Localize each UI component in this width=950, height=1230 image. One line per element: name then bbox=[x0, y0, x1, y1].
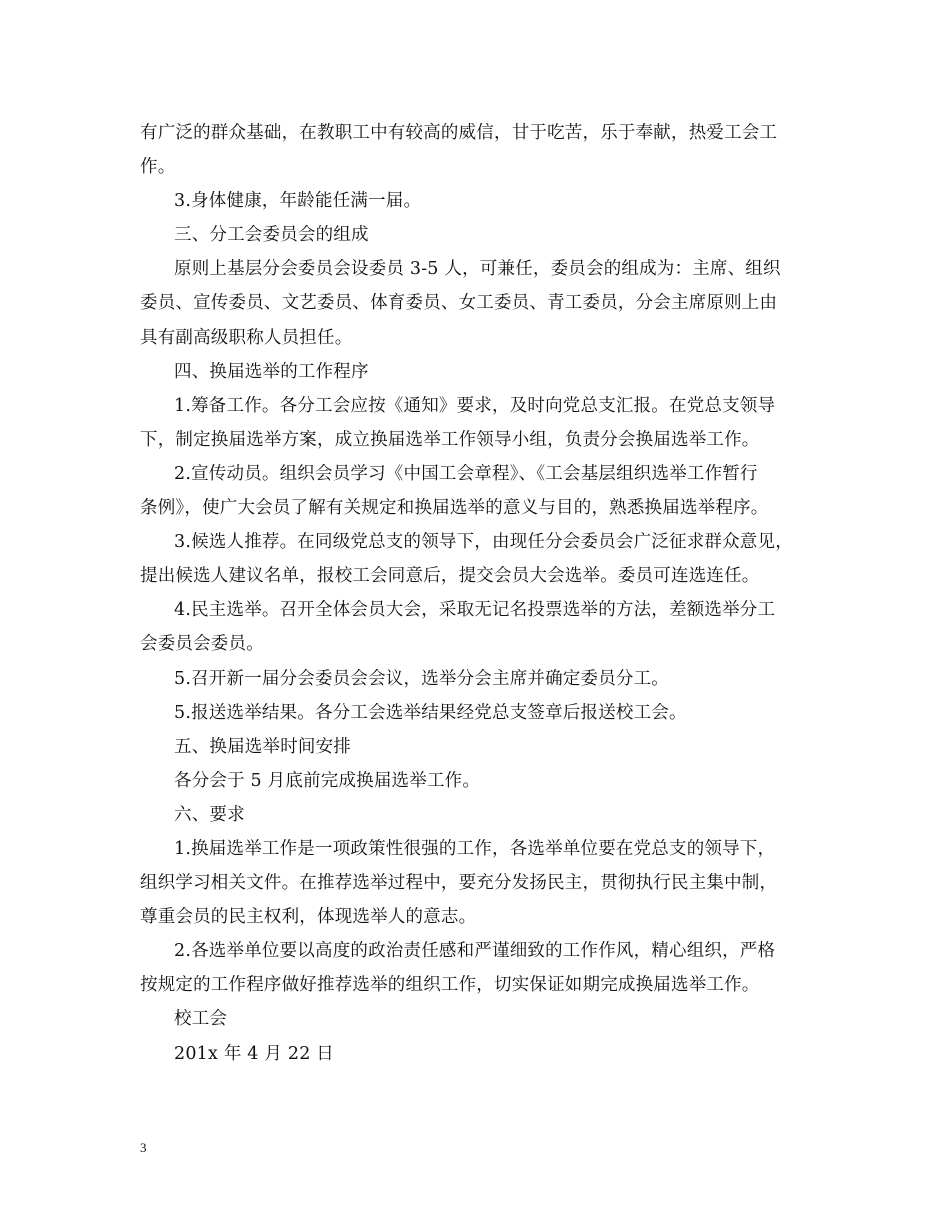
text-line: 三、分工会委员会的组成 bbox=[174, 225, 369, 246]
text-line: 按规定的工作程序做好推荐选举的组织工作，切实保证如期完成换届选举工作。 bbox=[140, 975, 760, 996]
text-line: 四、换届选举的工作程序 bbox=[174, 361, 369, 382]
text-line: 校工会 bbox=[174, 1009, 228, 1030]
text-line: 具有副高级职称人员担任。 bbox=[140, 327, 353, 348]
text-line: 201x 年 4 月 22 日 bbox=[174, 1043, 334, 1064]
text-line: 提出候选人建议名单，报校工会同意后，提交会员大会选举。委员可连选连任。 bbox=[140, 566, 760, 587]
text-line: 有广泛的群众基础，在教职工中有较高的威信，甘于吃苦，乐于奉献，热爱工会工 bbox=[140, 123, 778, 143]
text-line: 2.宣传动员。组织会员学习《中国工会章程》、《工会基层组织选举工作暂行 bbox=[174, 463, 758, 484]
text-line: 条例》，使广大会员了解有关规定和换届选举的意义与目的，熟悉换届选举程序。 bbox=[140, 498, 769, 519]
text-line: 尊重会员的民主权利，体现选举人的意志。 bbox=[140, 907, 477, 928]
text-line: 五、换届选举时间安排 bbox=[174, 736, 351, 757]
text-line: 委员、宣传委员、文艺委员、体育委员、女工委员、青工委员，分会主席原则上由 bbox=[140, 293, 778, 314]
document-body bbox=[140, 116, 814, 1071]
page-number: 3 bbox=[140, 1140, 147, 1155]
text-line: 5.召开新一届分会委员会会议，选举分会主席并确定委员分工。 bbox=[174, 668, 669, 689]
text-line: 3.身体健康，年龄能任满一届。 bbox=[174, 191, 422, 212]
text-line: 2.各选举单位要以高度的政治责任感和严谨细致的工作作风，精心组织，严格 bbox=[174, 941, 776, 962]
text-line: 各分会于 5 月底前完成换届选举工作。 bbox=[174, 770, 481, 791]
text-line: 下，制定换届选举方案，成立换届选举工作领导小组，负责分会换届选举工作。 bbox=[140, 429, 760, 450]
text-line: 5.报送选举结果。各分工会选举结果经党总支签章后报送校工会。 bbox=[174, 702, 687, 723]
text-line: 组织学习相关文件。在推荐选举过程中，要充分发扬民主，贯彻执行民主集中制， bbox=[140, 873, 778, 894]
text-line: 4.民主选举。召开全体会员大会，采取无记名投票选举的方法，差额选举分工 bbox=[174, 600, 776, 621]
text-line: 会委员会委员。 bbox=[140, 634, 264, 655]
text-line: 1.筹备工作。各分工会应按《通知》要求，及时向党总支汇报。在党总支领导 bbox=[174, 395, 776, 416]
text-line: 六、要求 bbox=[174, 804, 245, 825]
text-line: 3.候选人推荐。在同级党总支的领导下，由现任分会委员会广泛征求群众意见， bbox=[174, 532, 793, 553]
text-line: 原则上基层分会委员会设委员 3-5 人，可兼任，委员会的组成为：主席、组织 bbox=[174, 259, 781, 280]
text-line: 作。 bbox=[140, 157, 176, 178]
text-line: 1.换届选举工作是一项政策性很强的工作，各选举单位要在党总支的领导下， bbox=[174, 838, 776, 859]
